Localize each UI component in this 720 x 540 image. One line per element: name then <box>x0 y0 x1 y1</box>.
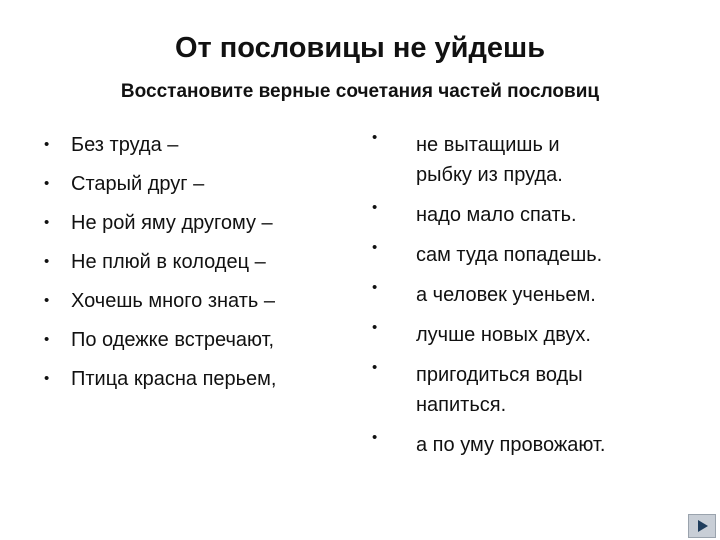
slide-subtitle: Восстановите верные сочетания частей пословиц <box>120 81 600 102</box>
proverb-ending-line: сам туда попадешь. <box>416 244 603 266</box>
bullet-icon: • <box>372 129 378 146</box>
bullet-icon: • <box>44 253 50 270</box>
list-item <box>372 200 692 230</box>
proverb-beginning: Без труда – <box>71 134 179 156</box>
list-item <box>44 286 364 316</box>
bullet-icon: • <box>372 199 378 216</box>
play-next-icon <box>698 520 708 532</box>
proverb-beginning: Птица красна перьем, <box>71 368 277 390</box>
list-item <box>372 430 692 460</box>
bullet-icon: • <box>44 370 50 387</box>
bullet-icon: • <box>372 319 378 336</box>
list-item <box>372 320 692 350</box>
list-item <box>372 240 692 270</box>
proverb-ending-line: надо мало спать. <box>416 204 577 226</box>
bullet-icon: • <box>372 239 378 256</box>
list-item <box>44 247 364 277</box>
proverb-beginning: Старый друг – <box>71 173 205 195</box>
proverb-ending-line: пригодиться воды <box>416 364 583 386</box>
proverb-ending-line: не вытащишь и <box>416 134 560 156</box>
bullet-icon: • <box>372 429 378 446</box>
proverb-ending-line: лучше новых двух. <box>416 324 591 346</box>
bullet-icon: • <box>44 292 50 309</box>
proverb-beginning: Хочешь много знать – <box>71 290 275 312</box>
proverb-ending-line: рыбку из пруда. <box>416 164 563 186</box>
bullet-icon: • <box>372 279 378 296</box>
bullet-icon: • <box>44 331 50 348</box>
bullet-icon: • <box>44 214 50 231</box>
proverb-ending-line: а по уму провожают. <box>416 434 606 456</box>
proverb-beginning: Не плюй в колодец – <box>71 251 266 273</box>
slide-title: От пословицы не уйдешь <box>174 32 546 64</box>
list-item <box>44 169 364 199</box>
bullet-icon: • <box>44 175 50 192</box>
proverb-beginning: Не рой яму другому – <box>71 212 273 234</box>
proverb-beginnings-list <box>44 130 364 403</box>
list-item <box>372 130 692 190</box>
list-item <box>44 208 364 238</box>
next-slide-button[interactable] <box>688 514 716 538</box>
proverb-endings-list <box>372 130 692 470</box>
proverb-ending-line: напиться. <box>416 394 507 416</box>
list-item <box>372 280 692 310</box>
proverb-ending-line: а человек ученьем. <box>416 284 596 306</box>
list-item <box>44 325 364 355</box>
list-item <box>372 360 692 420</box>
bullet-icon: • <box>44 136 50 153</box>
list-item <box>44 364 364 394</box>
bullet-icon: • <box>372 359 378 376</box>
list-item <box>44 130 364 160</box>
proverb-beginning: По одежке встречают, <box>71 329 275 351</box>
